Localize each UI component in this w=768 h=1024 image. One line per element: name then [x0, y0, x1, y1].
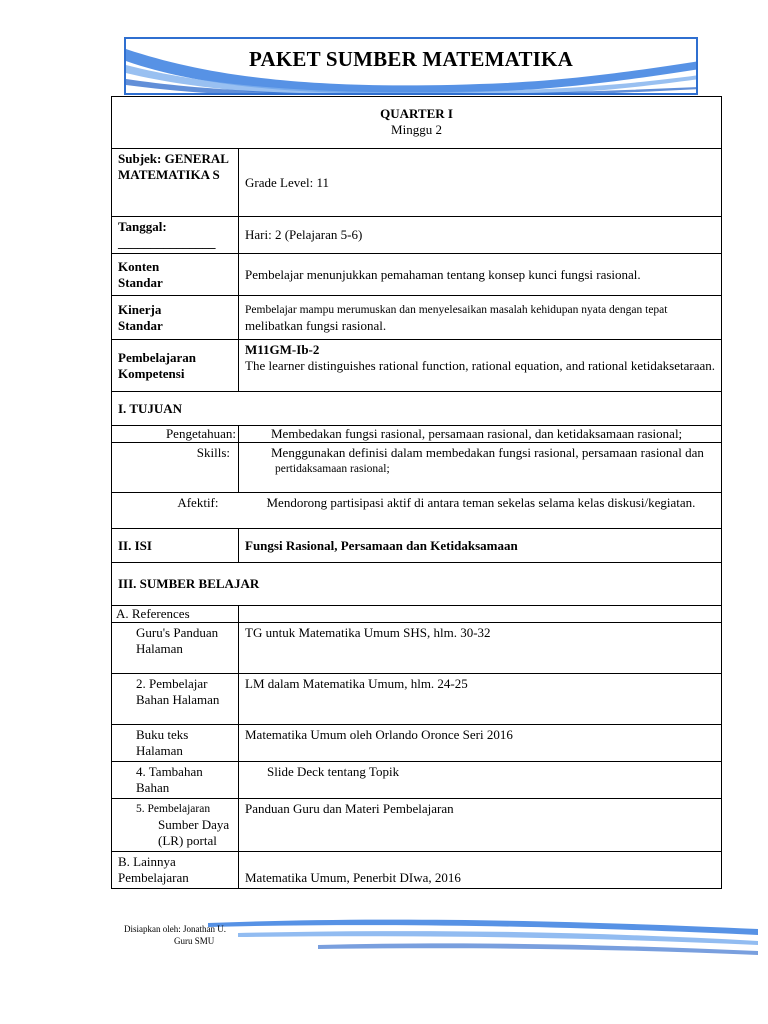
grade-level: Grade Level: 11	[239, 149, 722, 217]
knowledge-text: Membedakan fungsi rasional, persamaan rasional, dan ketidaksamaan rasional;	[239, 426, 722, 443]
resource-label-2: 2. Pembelajar Bahan Halaman	[112, 674, 239, 725]
footer-text	[124, 923, 226, 947]
lesson-plan-table	[111, 96, 722, 889]
page-title: PAKET SUMBER MATEMATIKA	[249, 47, 573, 71]
objectives-heading: I. TUJUAN	[112, 392, 722, 426]
content-standard-label-1: Konten	[118, 258, 160, 274]
content-text: Fungsi Rasional, Persamaan dan Ketidaksamaan	[239, 529, 722, 563]
resource-label-5-cell	[112, 799, 239, 852]
resource-value-5: Panduan Guru dan Materi Pembelajaran	[239, 799, 722, 852]
day-info: Hari: 2 (Pelajaran 5-6)	[239, 217, 722, 254]
content-standard-text: Pembelajar menunjukkan pemahaman tentang konsep kunci fungsi rasional.	[239, 254, 722, 296]
skills-text: Menggunakan definisi dalam membedakan fungsi rasional, persamaan rasional dan	[271, 445, 704, 460]
performance-standard-cell	[239, 296, 722, 340]
skills-cell	[239, 443, 722, 493]
resource-label-1: Guru's Panduan Halaman	[112, 623, 239, 674]
performance-standard-label-2: Standar	[118, 317, 163, 333]
resource-label-3: Buku teks Halaman	[112, 725, 239, 762]
subject-label: Subjek: GENERAL MATEMATIKA S	[112, 149, 239, 217]
quarter-header	[112, 97, 722, 149]
resource-value-1: TG untuk Matematika Umum SHS, hlm. 30-32	[239, 623, 722, 674]
references-label: A. References	[112, 606, 239, 623]
competency-cell	[239, 340, 722, 392]
resource-value-2: LM dalam Matematika Umum, hlm. 24-25	[239, 674, 722, 725]
affective-label: Afektif:	[112, 493, 239, 529]
other-resources-label: B. Lainnya Pembelajaran	[112, 852, 239, 889]
references-empty	[239, 606, 722, 623]
resource-label-5: Sumber Daya (LR) portal	[158, 817, 230, 848]
date-blank: _______________	[118, 235, 216, 250]
date-label-cell	[112, 217, 239, 254]
header-banner	[124, 37, 698, 95]
quarter-week: Minggu 2	[391, 122, 442, 137]
performance-standard-text-2: melibatkan fungsi rasional.	[245, 317, 387, 333]
competency-text: The learner distinguishes rational function, rational equation, and rational ketidaksetaraan.	[245, 358, 715, 373]
other-resources-value: Matematika Umum, Penerbit DIwa, 2016	[239, 852, 722, 889]
competency-label-1: Pembelajaran	[118, 349, 196, 365]
skills-label: Skills:	[112, 443, 239, 493]
skills-text-2: pertidaksamaan rasional;	[275, 463, 390, 475]
performance-standard-label-1: Kinerja	[118, 301, 162, 317]
resource-value-4: Slide Deck tentang Topik	[239, 762, 722, 799]
author-role: Guru SMU	[174, 936, 215, 946]
quarter-title: QUARTER I	[380, 106, 453, 121]
competency-label-2: Kompetensi	[118, 365, 185, 381]
competency-label	[112, 340, 239, 392]
knowledge-label: Pengetahuan:	[112, 426, 239, 443]
prepared-by: Disiapkan oleh: Jonathan U.	[124, 924, 226, 934]
competency-code: M11GM-Ib-2	[245, 342, 320, 357]
content-standard-label	[112, 254, 239, 296]
content-standard-label-2: Standar	[118, 274, 163, 290]
resources-heading: III. SUMBER BELAJAR	[112, 563, 722, 606]
content-heading: II. ISI	[112, 529, 239, 563]
affective-text: Mendorong partisipasi aktif di antara teman sekelas selama kelas diskusi/kegiatan.	[239, 493, 722, 529]
performance-standard-text-1: Pembelajar mampu merumuskan dan menyelesaikan masalah kehidupan nyata dengan tepat	[245, 303, 668, 316]
resource-label-4: 4. Tambahan Bahan	[112, 762, 239, 799]
resource-label-5-small: 5. Pembelajaran	[136, 803, 211, 815]
footer	[118, 915, 758, 975]
performance-standard-label	[112, 296, 239, 340]
date-label: Tanggal:	[118, 219, 167, 234]
resource-value-3: Matematika Umum oleh Orlando Oronce Seri 2016	[239, 725, 722, 762]
